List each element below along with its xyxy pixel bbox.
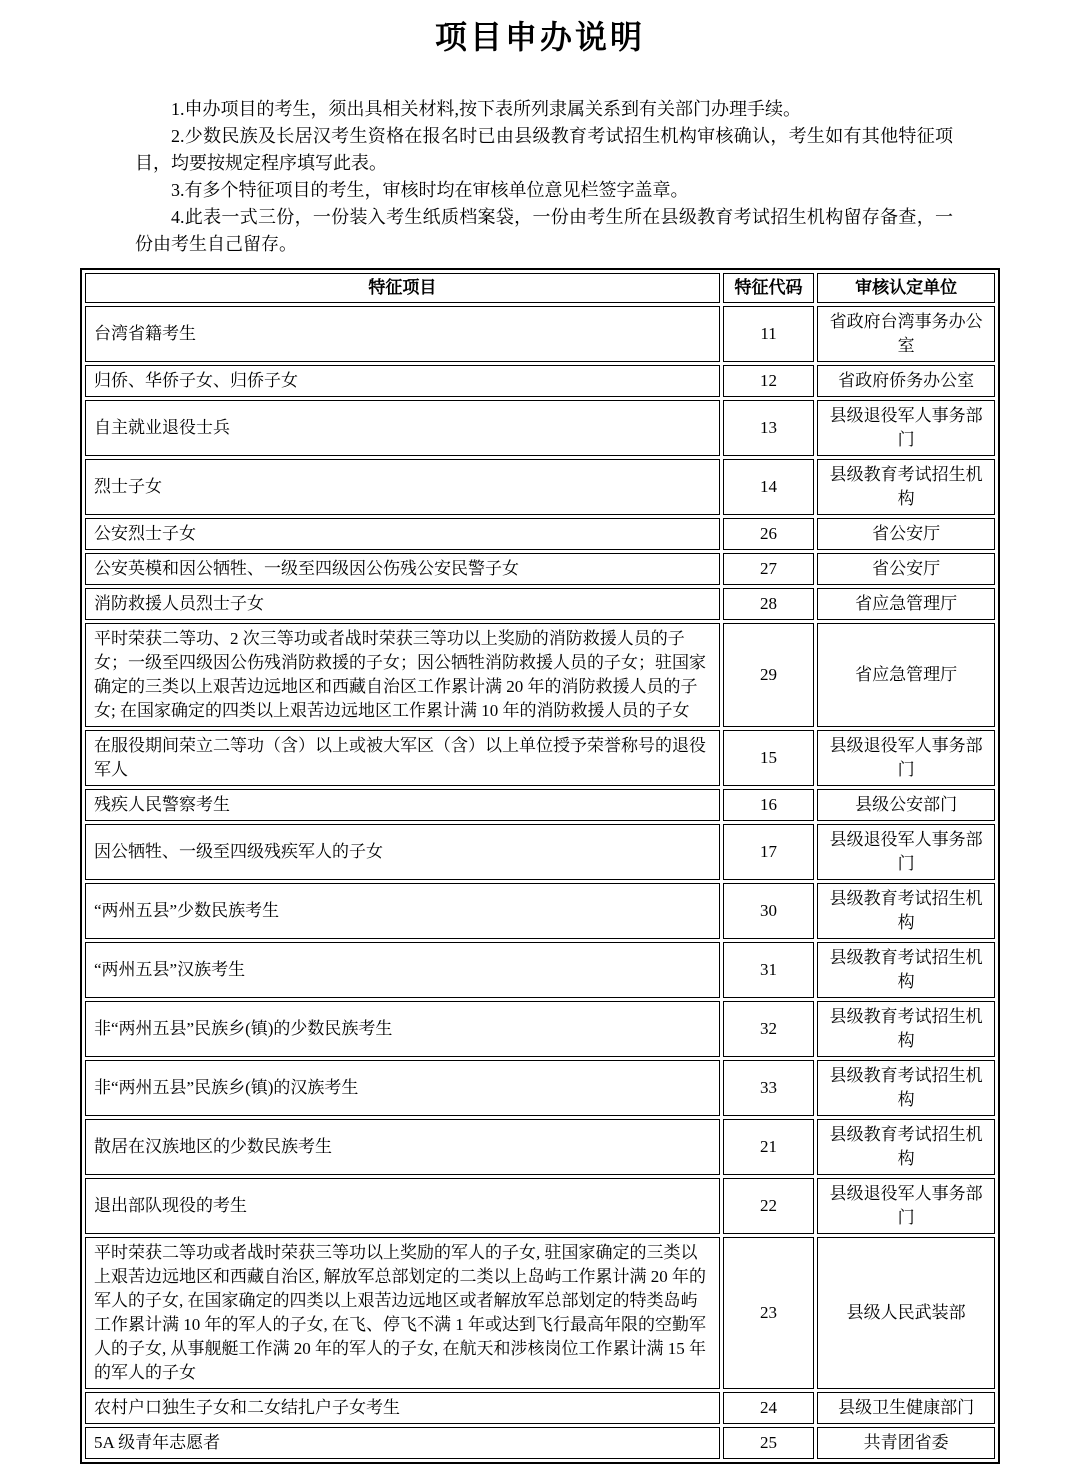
table-row [85,365,995,397]
feature-item-cell: 非“两州五县”民族乡(镇)的少数民族考生 [85,1001,720,1057]
table-row [85,553,995,585]
header-feature-code: 特征代码 [723,273,814,303]
page-title: 项目申办说明 [434,19,645,55]
feature-code-cell: 25 [723,1427,814,1459]
table-row [85,942,995,998]
review-unit-cell: 共青团省委 [817,1427,995,1459]
table-row [85,623,995,727]
table-row [85,883,995,939]
review-unit-cell: 省应急管理厅 [817,623,995,727]
feature-code-cell: 23 [723,1237,814,1389]
feature-item-cell: 台湾省籍考生 [85,306,720,362]
review-unit-cell: 县级教育考试招生机构 [817,883,995,939]
table-row [85,306,995,362]
feature-code-cell: 22 [723,1178,814,1234]
instruction-2: 2.少数民族及长居汉考生资格在报名时已由县级教育考试招生机构审核确认，考生如有其他特征项目，均要按规定程序填写此表。 [135,126,953,173]
table-row [85,1427,995,1459]
feature-code-cell: 30 [723,883,814,939]
feature-item-cell: 平时荣获二等功或者战时荣获三等功以上奖励的军人的子女, 驻国家确定的三类以上艰苦边远地区和西藏自治区, 解放军总部划定的二类以上岛屿工作累计满 20 年的军人的子女, 在国家确定的四类以上艰苦边远地区或者解放军总部划定的特类岛屿工作累计满 10 年的军人的子女, 在飞、停飞不满 1 年或达到飞行最高年限的空勤军人的子女, 从事舰艇工作满 20 年的军人的子女, 在航天和涉核岗位工作累计满 15 年的军人的子女 [85,1237,720,1389]
feature-table [80,268,1000,1464]
table-row [85,1178,995,1234]
feature-code-cell: 29 [723,623,814,727]
instruction-3: 3.有多个特征项目的考生，审核时均在审核单位意见栏签字盖章。 [171,180,689,200]
review-unit-cell: 县级公安部门 [817,789,995,821]
feature-item-cell: 农村户口独生子女和二女结扎户子女考生 [85,1392,720,1424]
review-unit-cell: 省政府台湾事务办公室 [817,306,995,362]
feature-code-cell: 32 [723,1001,814,1057]
feature-code-cell: 14 [723,459,814,515]
feature-item-cell: “两州五县”少数民族考生 [85,883,720,939]
header-feature-item: 特征项目 [85,273,720,303]
table-row [85,588,995,620]
feature-item-cell: 残疾人民警察考生 [85,789,720,821]
feature-table-head [85,273,995,303]
feature-item-cell: 公安烈士子女 [85,518,720,550]
feature-code-cell: 13 [723,400,814,456]
feature-item-cell: 平时荣获二等功、2 次三等功或者战时荣获三等功以上奖励的消防救援人员的子女；一级至四级因公伤残消防救援的子女；因公牺牲消防救援人员的子女；驻国家确定的三类以上艰苦边远地区和西藏自治区工作累计满 20 年的消防救援人员的子女; 在国家确定的四类以上艰苦边远地区工作累计满 10 年的消防救援人员的子女 [85,623,720,727]
feature-item-cell: 归侨、华侨子女、归侨子女 [85,365,720,397]
instruction-4: 4.此表一式三份，一份装入考生纸质档案袋，一份由考生所在县级教育考试招生机构留存备查，一份由考生自己留存。 [135,207,953,254]
feature-code-cell: 16 [723,789,814,821]
review-unit-cell: 省应急管理厅 [817,588,995,620]
table-row [85,1001,995,1057]
table-row [85,1119,995,1175]
table-row [85,1392,995,1424]
table-header-row [85,273,995,303]
feature-item-cell: 烈士子女 [85,459,720,515]
review-unit-cell: 省公安厅 [817,518,995,550]
review-unit-cell: 县级退役军人事务部门 [817,730,995,786]
feature-item-cell: 公安英模和因公牺牲、一级至四级因公伤残公安民警子女 [85,553,720,585]
review-unit-cell: 县级教育考试招生机构 [817,1060,995,1116]
review-unit-cell: 县级教育考试招生机构 [817,459,995,515]
review-unit-cell: 县级卫生健康部门 [817,1392,995,1424]
feature-item-cell: 自主就业退役士兵 [85,400,720,456]
header-review-unit: 审核认定单位 [817,273,995,303]
feature-code-cell: 33 [723,1060,814,1116]
feature-item-cell: 在服役期间荣立二等功（含）以上或被大军区（含）以上单位授予荣誉称号的退役军人 [85,730,720,786]
feature-code-cell: 11 [723,306,814,362]
review-unit-cell: 县级人民武装部 [817,1237,995,1389]
feature-code-cell: 28 [723,588,814,620]
feature-table-body [85,306,995,1459]
review-unit-cell: 县级教育考试招生机构 [817,1001,995,1057]
table-row [85,1060,995,1116]
table-row [85,1237,995,1389]
table-row [85,459,995,515]
review-unit-cell: 县级教育考试招生机构 [817,1119,995,1175]
feature-code-cell: 24 [723,1392,814,1424]
review-unit-cell: 省公安厅 [817,553,995,585]
instruction-1: 1.申办项目的考生，须出具相关材料,按下表所列隶属关系到有关部门办理手续。 [171,99,801,119]
table-row [85,730,995,786]
feature-item-cell: 非“两州五县”民族乡(镇)的汉族考生 [85,1060,720,1116]
review-unit-cell: 县级退役军人事务部门 [817,400,995,456]
feature-code-cell: 21 [723,1119,814,1175]
review-unit-cell: 省政府侨务办公室 [817,365,995,397]
feature-code-cell: 17 [723,824,814,880]
table-row [85,789,995,821]
feature-item-cell: 散居在汉族地区的少数民族考生 [85,1119,720,1175]
feature-item-cell: 退出部队现役的考生 [85,1178,720,1234]
feature-code-cell: 31 [723,942,814,998]
feature-code-cell: 15 [723,730,814,786]
review-unit-cell: 县级退役军人事务部门 [817,1178,995,1234]
feature-item-cell: 消防救援人员烈士子女 [85,588,720,620]
feature-code-cell: 26 [723,518,814,550]
table-row [85,518,995,550]
table-row [85,400,995,456]
feature-item-cell: 因公牺牲、一级至四级残疾军人的子女 [85,824,720,880]
feature-item-cell: “两州五县”汉族考生 [85,942,720,998]
table-row [85,824,995,880]
feature-code-cell: 12 [723,365,814,397]
review-unit-cell: 县级教育考试招生机构 [817,942,995,998]
feature-item-cell: 5A 级青年志愿者 [85,1427,720,1459]
feature-code-cell: 27 [723,553,814,585]
instructions-block [135,96,953,258]
review-unit-cell: 县级退役军人事务部门 [817,824,995,880]
